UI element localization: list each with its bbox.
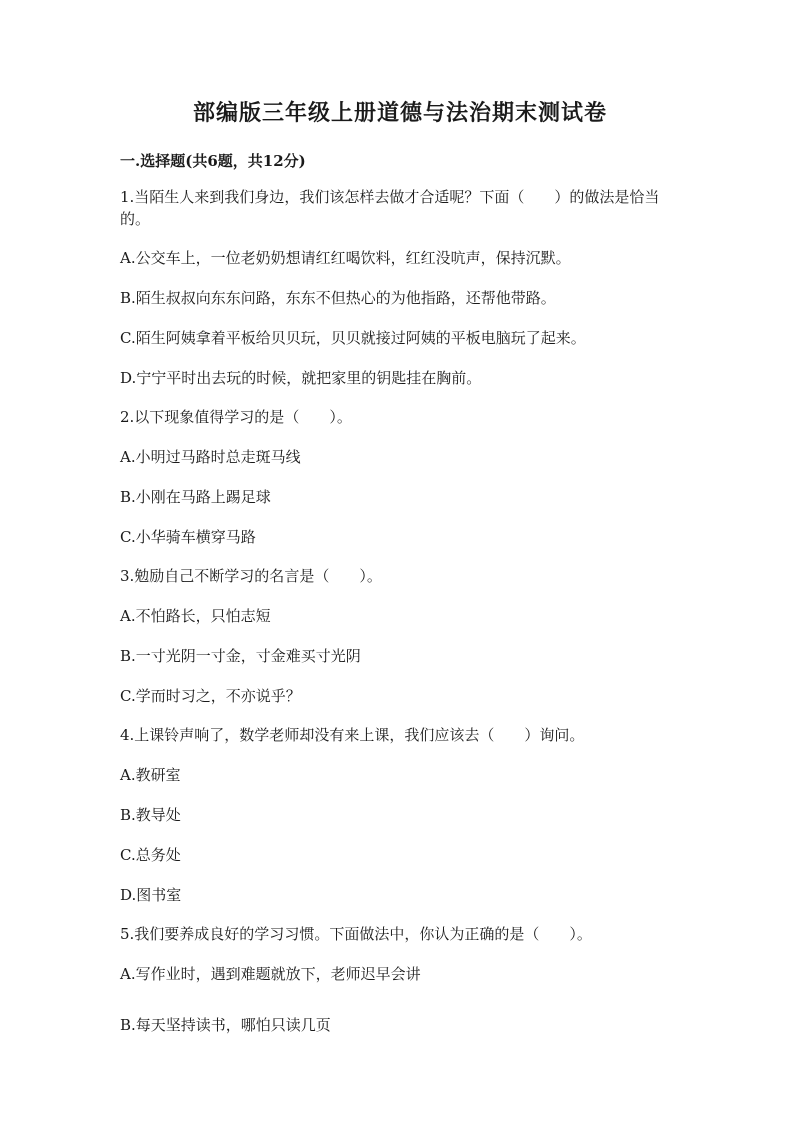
- question-3-option-c: C.学而时习之，不亦说乎？: [120, 687, 301, 705]
- question-2-option-c: C.小华骑车横穿马路: [120, 528, 256, 546]
- question-5-option-a: A.写作业时，遇到难题就放下，老师迟早会讲: [120, 965, 421, 983]
- question-5-stem: 5.我们要养成良好的学习习惯。下面做法中，你认为正确的是（ ）。: [120, 925, 592, 943]
- question-4-option-b: B.教导处: [120, 806, 181, 824]
- question-3-stem: 3.勉励自己不断学习的名言是（ ）。: [120, 567, 382, 585]
- question-1-option-a: A.公交车上，一位老奶奶想请红红喝饮料，红红没吭声，保持沉默。: [120, 249, 571, 267]
- question-1-stem: 1.当陌生人来到我们身边，我们该怎样去做才合适呢？下面（ ）的做法是恰当的。: [120, 188, 660, 228]
- section-heading: 一.选择题(共6题，共12分): [120, 152, 306, 170]
- question-1-option-d: D.宁宁平时出去玩的时候，就把家里的钥匙挂在胸前。: [120, 369, 482, 387]
- question-4-option-a: A.教研室: [120, 766, 181, 784]
- question-4-option-d: D.图书室: [120, 886, 182, 904]
- question-2-stem: 2.以下现象值得学习的是（ ）。: [120, 408, 352, 426]
- question-2-option-b: B.小刚在马路上踢足球: [120, 488, 271, 506]
- question-4-stem: 4.上课铃声响了，数学老师却没有来上课，我们应该去（ ）询问。: [120, 726, 585, 744]
- question-5-option-b: B.每天坚持读书，哪怕只读几页: [120, 1016, 331, 1034]
- question-4-option-c: C.总务处: [120, 846, 181, 864]
- question-3-option-a: A.不怕路长，只怕志短: [120, 607, 271, 625]
- question-1-option-c: C.陌生阿姨拿着平板给贝贝玩，贝贝就接过阿姨的平板电脑玩了起来。: [120, 329, 586, 347]
- question-2-option-a: A.小明过马路时总走斑马线: [120, 448, 301, 466]
- page-title: 部编版三年级上册道德与法治期末测试卷: [192, 100, 607, 126]
- question-1-option-b: B.陌生叔叔向东东问路，东东不但热心的为他指路，还帮他带路。: [120, 289, 556, 307]
- question-3-option-b: B.一寸光阴一寸金，寸金难买寸光阴: [120, 647, 361, 665]
